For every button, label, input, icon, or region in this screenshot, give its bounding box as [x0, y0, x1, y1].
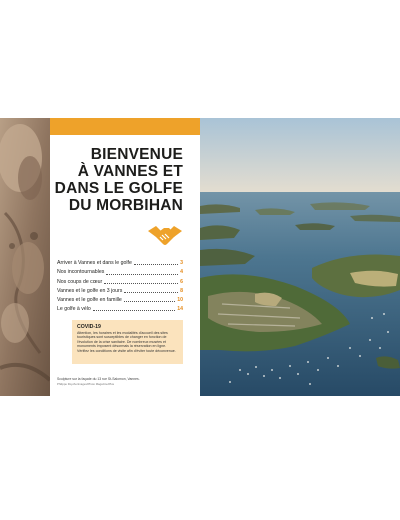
header-accent-bar: [50, 118, 200, 135]
covid-notice-title: COVID-19: [77, 324, 101, 330]
toc-item-label: Arriver à Vannes et dans le golfe: [57, 260, 132, 267]
toc-item-page: 8: [180, 287, 183, 294]
toc-item-label: Vannes et le golfe en 3 jours: [57, 287, 123, 294]
photo-credit: Philippe Roy/Aurimages/Photo Magazine/Plus: [57, 381, 115, 386]
toc-item[interactable]: [57, 276, 183, 285]
toc-item[interactable]: [57, 258, 183, 267]
guide-spread: [0, 118, 400, 396]
toc-item-page: 14: [177, 306, 183, 313]
toc-item[interactable]: [57, 286, 183, 295]
toc-item[interactable]: [57, 295, 183, 304]
stone-sculpture-photo: [0, 118, 50, 396]
toc-item-label: Vannes et le golfe en famille: [57, 296, 122, 303]
photo-caption: [57, 377, 187, 386]
toc-item-page: 10: [177, 296, 183, 303]
table-of-contents: [57, 258, 183, 313]
toc-item-page: 6: [180, 278, 183, 285]
title-line: BIENVENUE: [90, 146, 183, 163]
aerial-gulf-photo: [200, 118, 400, 396]
toc-item-label: Le golfe à vélo: [57, 306, 91, 313]
caption-text: Sculpture sur la façade du 13 rue St-Salomon, Vannes.: [57, 377, 140, 381]
toc-item[interactable]: [57, 267, 183, 276]
handshake-icon: [147, 222, 183, 250]
toc-item-label: Nos incontournables: [57, 269, 105, 276]
toc-item-page: 3: [180, 260, 183, 267]
title-line: DU MORBIHAN: [68, 197, 183, 214]
title-line: DANS LE GOLFE: [54, 180, 183, 197]
toc-item-page: 4: [180, 269, 183, 276]
title-line: À VANNES ET: [77, 163, 183, 180]
covid-notice-box: [72, 320, 183, 364]
page-title: [52, 146, 183, 214]
covid-notice-text: Attention, les horaires et les modalités d'accueil des sites touristiques sont susceptibles de changer en fonction de l'évolution de la crise sanitaire. De nombreux musées et monuments imposent désormais la réservation en ligne. Vérifiez les conditions de visite afin d'éviter toute déconvenue.: [77, 331, 176, 353]
toc-item-label: Nos coups de cœur: [57, 278, 103, 285]
toc-item[interactable]: [57, 304, 183, 313]
